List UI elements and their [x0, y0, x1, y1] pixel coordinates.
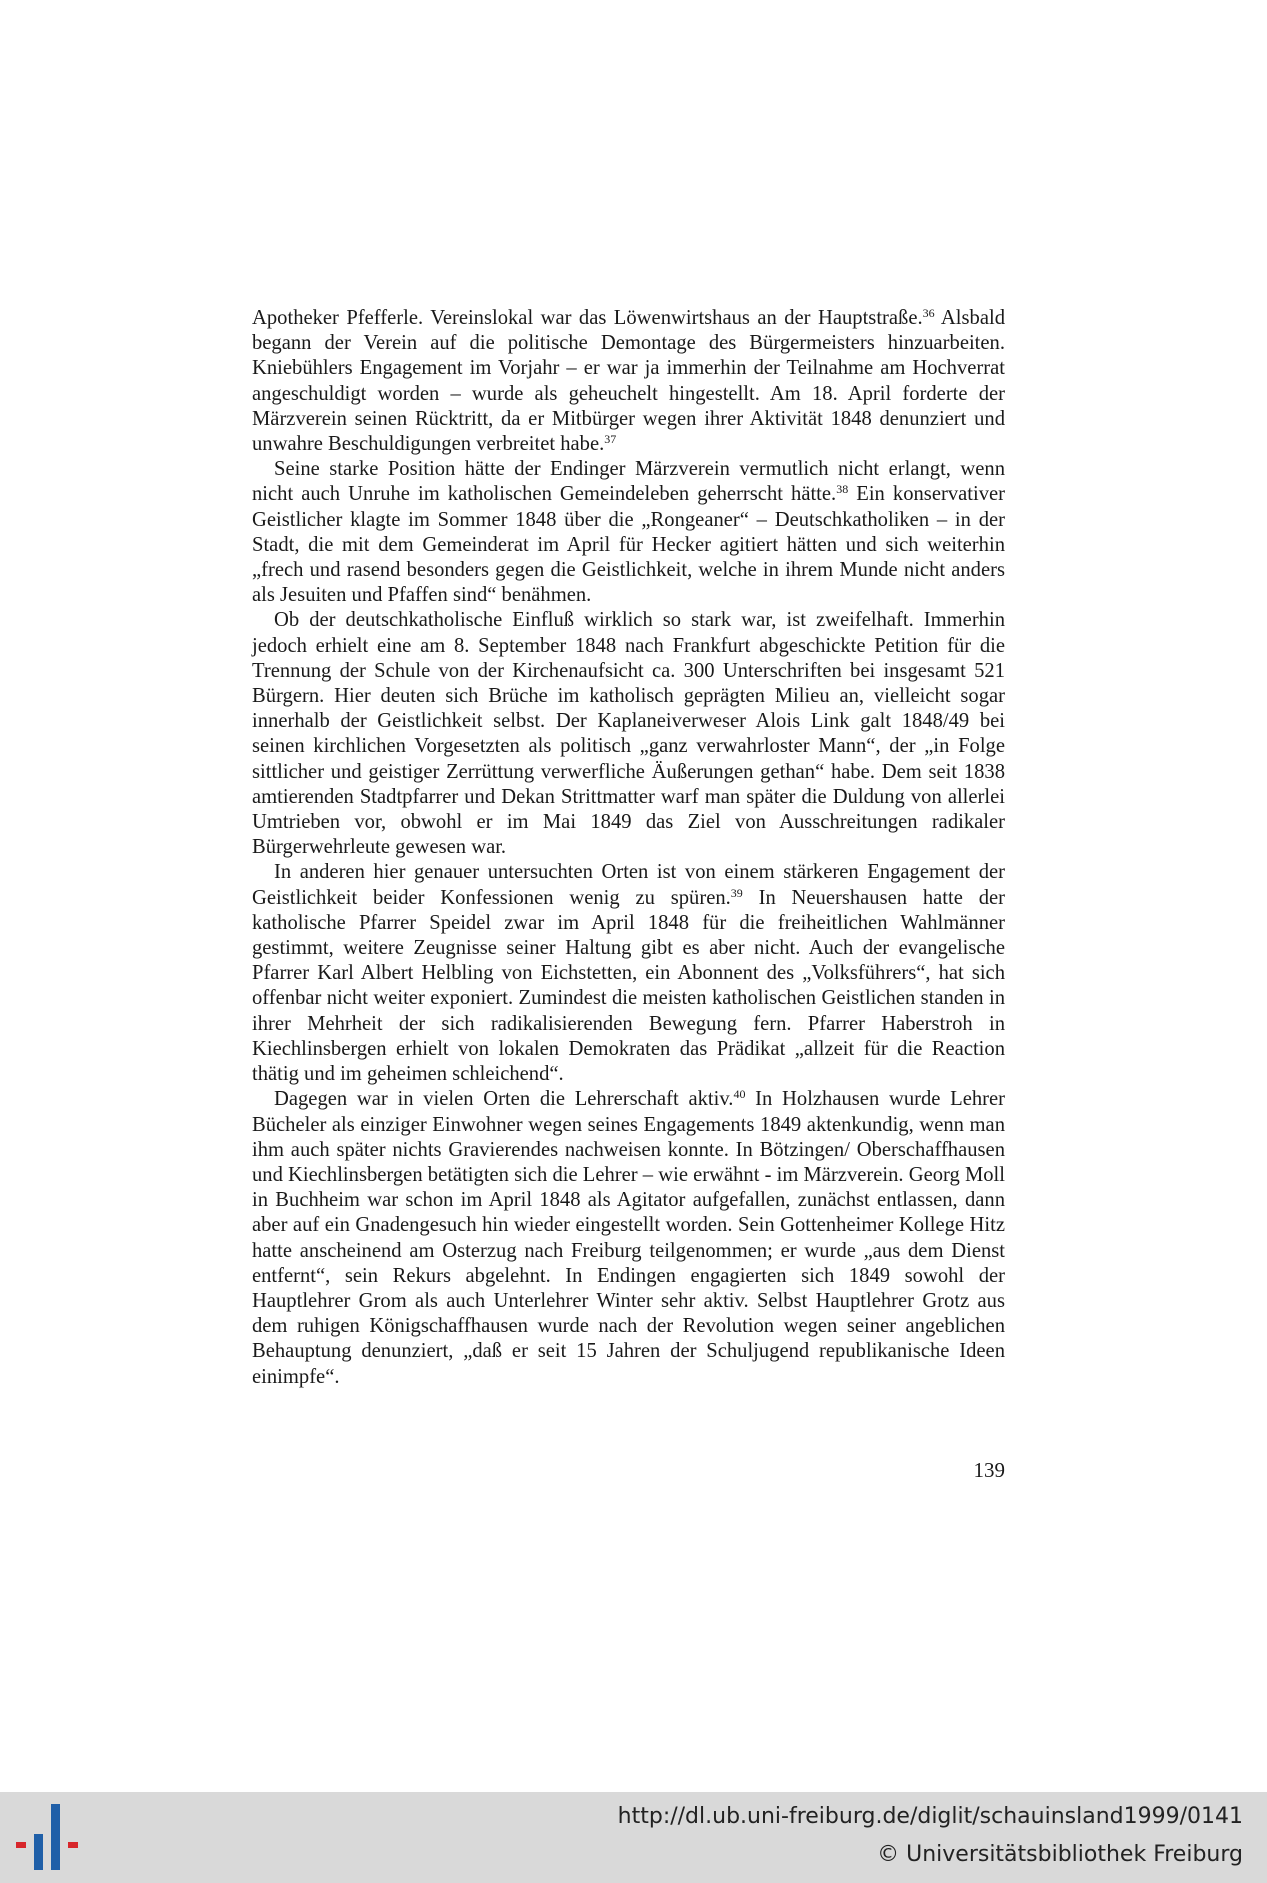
- footnote-ref: 40: [733, 1087, 746, 1102]
- footnote-ref: 37: [604, 432, 617, 447]
- paragraph: [252, 306, 1005, 457]
- text-run: Ein konservativer Geistlicher klagte im Sommer 1848 über die „Rongeaner“ – Deutschkatholiken – in der Stadt, die mit dem Gemeinderat im April für Hecker agitiert hätten und sich weiterhin „frech und rasend besonders gegen die Geistlichkeit, welche in ihrem Munde nicht anders als Jesuiten und Pfaffen sind“ benähmen.: [252, 483, 1005, 607]
- body-text: [252, 306, 1005, 1390]
- paragraph: [252, 860, 1005, 1087]
- page-number: 139: [973, 1458, 1005, 1482]
- text-run: Seine starke Position hätte der Endinger Märzverein vermutlich nicht erlangt, wenn nicht auch Unruhe im katholischen Gemeindeleben geherrscht hätte.: [252, 458, 1005, 506]
- paragraph: [252, 457, 1005, 608]
- footnote-ref: 36: [922, 306, 935, 320]
- text-run: In Neuershausen hatte der katholische Pfarrer Speidel zwar im April 1848 für die freiheitlichen Wahlmänner gestimmt, weitere Zeugnisse seiner Haltung gibt es aber nicht. Auch der evangelische Pfarrer Karl Albert Helbling von Eichstetten, ein Abonnent des „Volksführers“, hat sich offenbar nicht weiter exponiert. Zumindest die meisten katholischen Geistlichen standen in ihrer Mehrheit der sich radikalisierenden Bewegung fern. Pfarrer Haberstroh in Kiechlinsbergen erhielt von lokalen Demokraten das Prädikat „allzeit für die Reaction thätig und im geheimen schleichend“.: [252, 886, 1005, 1086]
- text-run: Dagegen war in vielen Orten die Lehrerschaft aktiv.: [274, 1088, 734, 1111]
- footnote-ref: 38: [836, 482, 849, 497]
- paragraph: [252, 608, 1005, 860]
- paragraph: [252, 1087, 1005, 1389]
- text-run: Ob der deutschkatholische Einfluß wirklich so stark war, ist zweifelhaft. Immerhin jedoch erhielt eine am 8. September 1848 nach Frankfurt abgeschickte Petition für die Trennung der Schule von der Kirchenaufsicht ca. 300 Unterschriften bei insgesamt 521 Bürgern. Hier deuten sich Brüche im katholisch geprägten Milieu an, vielleicht sogar innerhalb der Geistlichkeit selbst. Der Kaplaneiverweser Alois Link galt 1848/49 bei seinen kirchlichen Vorgesetzten als politisch „ganz verwahrloster Mann“, der „in Folge sittlicher und geistiger Zerrüttung verwerfliche Äußerungen gethan“ habe. Dem seit 1838 amtierenden Stadtpfarrer und Dekan Strittmatter warf man später die Duldung von allerlei Umtrieben vor, obwohl er im Mai 1849 das Ziel von Ausschreitungen radikaler Bürgerwehrleute gewesen war.: [252, 609, 1005, 859]
- text-run: In anderen hier genauer untersuchten Orten ist von einem stärkeren Engagement der Geistlichkeit beider Konfessionen wenig zu spüren.: [252, 861, 1005, 909]
- footer-url[interactable]: http://dl.ub.uni-freiburg.de/diglit/schauinsland1999/0141: [617, 1804, 1243, 1829]
- footer-bar: [0, 1792, 1267, 1883]
- footer-copyright: © Universitätsbibliothek Freiburg: [877, 1842, 1243, 1867]
- text-run: Alsbald begann der Verein auf die politische Demontage des Bürgermeisters hinzuarbeiten. Kniebühlers Engagement im Vorjahr – er war ja immerhin der Teilnahme am Hochverrat angeschuldigt worden – wurde als geheuchelt hingestellt. Am 18. April forderte der Märzverein seinen Rücktritt, da er Mitbürger wegen ihrer Aktivität 1848 denunziert und unwahre Beschuldigungen verbreitet habe.: [252, 307, 1005, 456]
- text-run: Apotheker Pfefferle. Vereinslokal war das Löwenwirtshaus an der Hauptstraße.: [252, 307, 923, 329]
- ub-freiburg-logo-icon: [14, 1804, 80, 1870]
- footnote-ref: 39: [730, 885, 743, 900]
- text-run: In Holzhausen wurde Lehrer Bücheler als einziger Einwohner wegen seines Engagements 1849 aktenkundig, wenn man ihm auch später nichts Gravierendes nachweisen konnte. In Bötzingen/ Oberschaffhausen und Kiechlinsbergen betätigten sich die Lehrer – wie erwähnt - im Märzverein. Georg Moll in Buchheim war schon im April 1848 als Agitator aufgefallen, zunächst entlassen, dann aber auf ein Gnadengesuch hin wieder eingestellt worden. Sein Gottenheimer Kollege Hitz hatte anscheinend am Osterzug nach Freiburg teilgenommen; er wurde „aus dem Dienst entfernt“, sein Rekurs abgelehnt. In Endingen engagierten sich 1849 sowohl der Hauptlehrer Grom als auch Unterlehrer Winter sehr aktiv. Selbst Hauptlehrer Grotz aus dem ruhigen Königschaffhausen wurde nach der Revolution wegen seiner angeblichen Behauptung denunziert, „daß er seit 15 Jahren der Schuljugend republikanische Ideen einimpfe“.: [252, 1088, 1006, 1388]
